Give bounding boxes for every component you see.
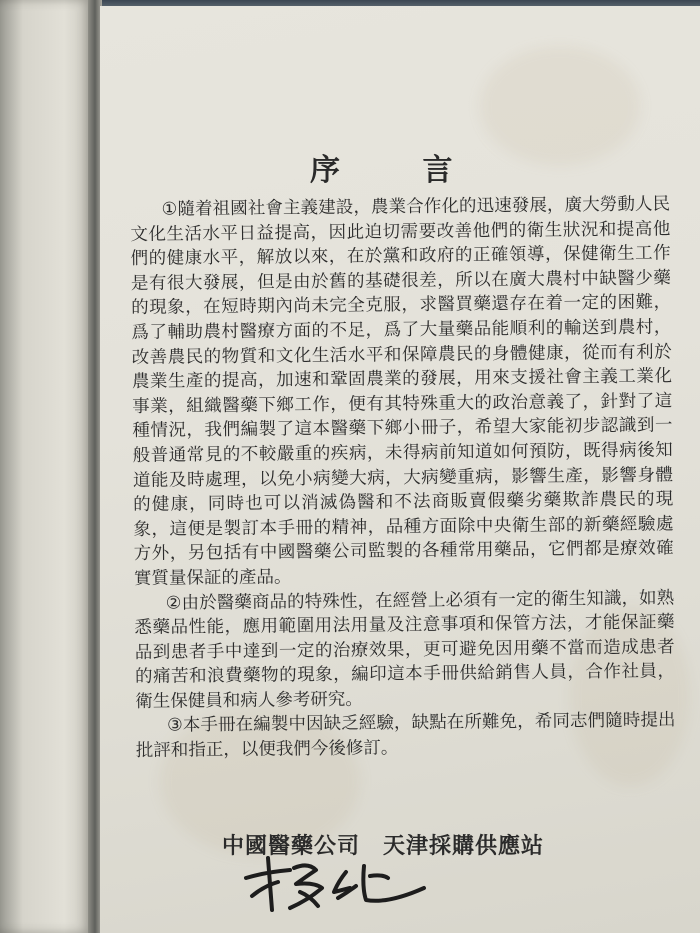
preface-body <box>130 192 676 763</box>
paragraph-2: ②由於醫藥商品的特殊性，在經營上必須有一定的衛生知識，如熟悉藥品性能，應用範圍用法用量及注意事項和保管方法，才能保証藥品到患者手中達到一定的治療效果，更可避免因用藥不當而造成患者的痛苦和浪費藥物的現象，編印這本手冊供給銷售人員，合作社員，衛生保健員和病人參考研究。 <box>134 587 676 712</box>
paper-stain <box>480 46 640 166</box>
handwritten-signature <box>238 848 448 918</box>
left-page <box>0 0 92 933</box>
paragraph-3: ③本手冊在編製中因缺乏經驗，缺點在所難免，希同志們隨時提出批評和指正，以便我們今後修訂。 <box>135 710 676 762</box>
page-title: 序 言 <box>310 153 489 188</box>
organization-name: 中國醫藥公司 天津採購供應站 <box>222 833 545 859</box>
paragraph-1: ①隨着祖國社會主義建設，農業合作化的迅速發展，廣大勞動人民文化生活水平日益提高，因此迫切需要改善他們的衛生狀況和提高他們的健康水平，解放以來，在於黨和政府的正確領導，保健衛生工作是有很大發展，但是由於舊的基礎很差，所以在廣大農村中缺醫少藥的現象，在短時期內尚未完全克服，求醫買藥還存在着一定的困難，爲了輔助農村醫療方面的不足，爲了大量藥品能順利的輸送到農村，改善農民的物質和文化生活水平和保障農民的身體健康，從而有利於農業生產的提高，加速和鞏固農業的發展，用來支援社會主義工業化事業，組織醫藥下鄉工作，便有其特殊重大的政治意義了，針對了這種情況，我們編製了這本醫藥下鄉小冊子，希望大家能初步認識到一般普通常見的不較嚴重的疾病，未得病前知道如何預防，既得病後知道能及時處理，以免小病變大病，大病變重病，影響生產，影響身體的健康，同時也可以消滅偽醫和不法商販賣假藥劣藥欺詐農民的現象，這便是製訂本手冊的精神，品種方面除中央衛生部的新藥經驗處方外，另包括有中國醫藥公司監製的各種常用藥品，它們都是療效確實質量保証的產品。 <box>130 194 674 589</box>
